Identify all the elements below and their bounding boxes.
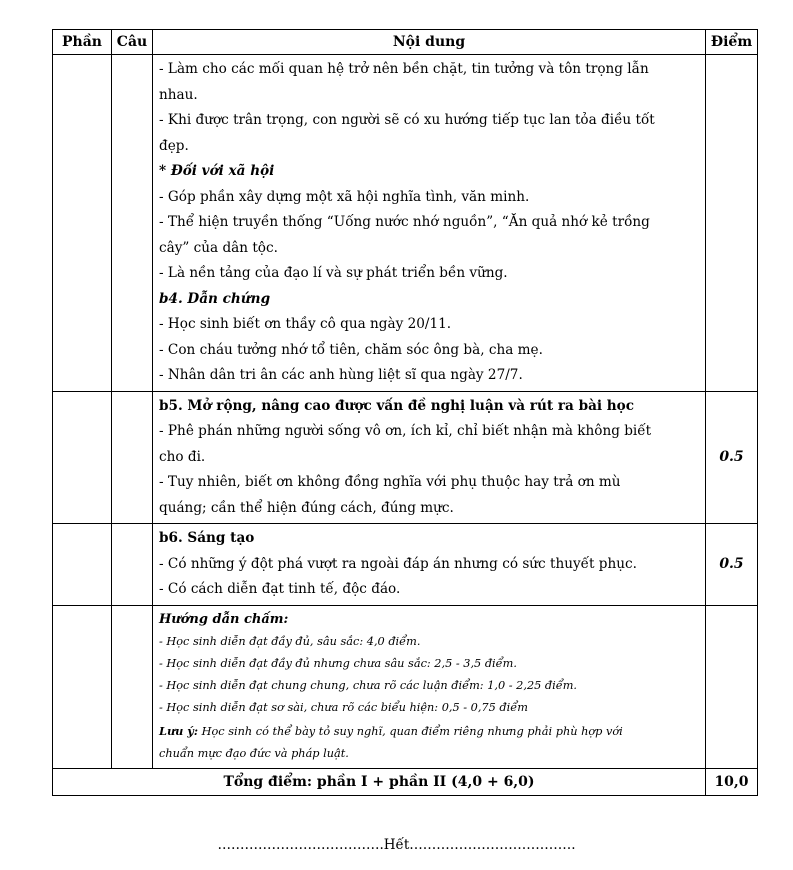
content-line: - Có cách diễn đạt tinh tế, độc đáo. — [159, 581, 401, 597]
cell-phan — [53, 55, 112, 392]
guide-heading: Hướng dẫn chấm: — [159, 611, 289, 627]
guide-line: - Học sinh diễn đạt chung chung, chưa rõ các luận điểm: 1,0 - 2,25 điểm. — [159, 679, 578, 693]
content-line: - Học sinh biết ơn thầy cô qua ngày 20/11. — [159, 316, 452, 332]
header-cau: Câu — [112, 30, 153, 55]
row-b6 — [53, 524, 758, 606]
end-marker: ……………………………….Hết………………………………. — [217, 837, 576, 853]
cell-content-b6 — [153, 524, 706, 606]
cell-phan — [53, 391, 112, 524]
content-line: - Khi được trân trọng, con người sẽ có xu hướng tiếp tục lan tỏa điều tốt — [159, 112, 655, 128]
header-phan: Phần — [53, 30, 112, 55]
content-line: quáng; cần thể hiện đúng cách, đúng mực. — [159, 499, 454, 516]
header-diem: Điểm — [706, 30, 758, 55]
total-label: Tổng điểm: phần I + phần II (4,0 + 6,0) — [53, 768, 706, 795]
guide-line: - Học sinh diễn đạt đầy đủ, sâu sắc: 4,0 điểm. — [159, 634, 421, 648]
header-row — [53, 30, 758, 55]
content-line: - Tuy nhiên, biết ơn không đồng nghĩa với phụ thuộc hay trả ơn mù — [159, 474, 621, 490]
note-label: Lưu ý: — [159, 723, 199, 738]
total-row — [53, 768, 758, 795]
content-line: - Có những ý đột phá vượt ra ngoài đáp án nhưng có sức thuyết phục. — [159, 555, 637, 572]
cell-diem — [706, 605, 758, 768]
society-heading: * Đối với xã hội — [159, 163, 275, 179]
content-line: - Là nền tảng của đạo lí và sự phát triển bền vững. — [159, 265, 508, 281]
content-line: cây” của dân tộc. — [159, 239, 278, 256]
guide-line: - Học sinh diễn đạt đầy đủ nhưng chưa sâu sắc: 2,5 - 3,5 điểm. — [159, 656, 517, 670]
b6-score: 0.5 — [706, 524, 758, 606]
content-line: nhau. — [159, 86, 198, 103]
note-text: Học sinh có thể bày tỏ suy nghĩ, quan điểm riêng nhưng phải phù hợp với — [198, 724, 623, 738]
cell-cau — [112, 391, 153, 524]
grading-table — [52, 29, 758, 796]
note-continuation: chuẩn mực đạo đức và pháp luật. — [159, 746, 349, 760]
content-line: - Nhân dân tri ân các anh hùng liệt sĩ qua ngày 27/7. — [159, 367, 523, 383]
guide-line: - Học sinh diễn đạt sơ sài, chưa rõ các biểu hiện: 0,5 - 0,75 điểm — [159, 701, 528, 715]
cell-diem — [706, 55, 758, 392]
row-b5 — [53, 391, 758, 524]
content-line: cho đi. — [159, 448, 206, 465]
content-line: đẹp. — [159, 137, 189, 154]
header-noidung: Nội dung — [153, 30, 706, 55]
total-score: 10,0 — [706, 768, 758, 795]
content-line: - Góp phần xây dựng một xã hội nghĩa tình, văn minh. — [159, 188, 530, 205]
row-guide — [53, 605, 758, 768]
cell-phan — [53, 524, 112, 606]
cell-content-b5 — [153, 391, 706, 524]
cell-cau — [112, 55, 153, 392]
content-line: - Thể hiện truyền thống “Uống nước nhớ nguồn”, “Ăn quả nhớ kẻ trồng — [159, 214, 650, 230]
content-line: - Con cháu tưởng nhớ tổ tiên, chăm sóc ông bà, cha mẹ. — [159, 341, 543, 358]
b5-heading: b5. Mở rộng, nâng cao được vấn đề nghị luận và rút ra bài học — [159, 397, 635, 414]
b4-heading: b4. Dẫn chứng — [159, 290, 271, 307]
b5-score: 0.5 — [706, 391, 758, 524]
cell-grading-guide — [153, 605, 706, 768]
content-line: - Làm cho các mối quan hệ trở nên bền chặt, tin tưởng và tôn trọng lẫn — [159, 61, 649, 77]
cell-phan — [53, 605, 112, 768]
row-b3-b4 — [53, 55, 758, 392]
note-line — [159, 720, 701, 743]
cell-cau — [112, 605, 153, 768]
content-line: - Phê phán những người sống vô ơn, ích kỉ, chỉ biết nhận mà không biết — [159, 423, 652, 439]
b6-heading: b6. Sáng tạo — [159, 530, 255, 546]
cell-cau — [112, 524, 153, 606]
cell-content-b3-b4 — [153, 55, 706, 392]
